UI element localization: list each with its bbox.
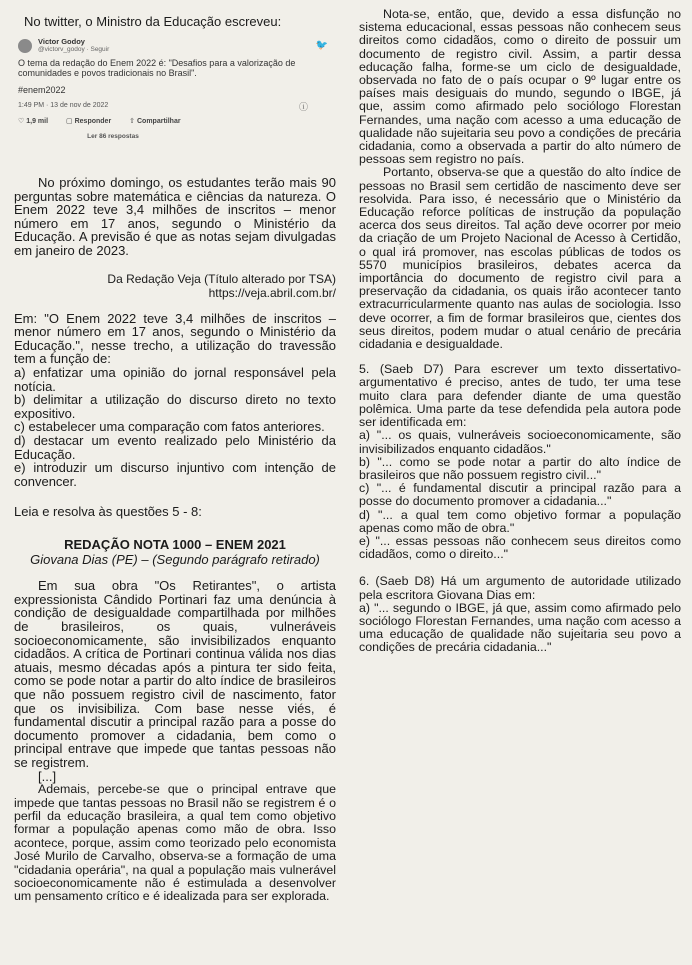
essay-subtitle: Giovana Dias (PE) – (Segundo parágrafo retirado) [30,552,320,568]
heart-icon: ♡ [18,117,25,125]
reply-action: ▢ Responder [66,117,112,125]
news-text: No próximo domingo, os estudantes terão mais 90 perguntas sobre matemática e ciências da natureza. O Enem 2022 teve 3,4 milhões de inscritos – menor número em 17 anos, segundo o Ministério da Educação. A previsão é que as notas sejam divulgadas em janeiro de 2023. [14,175,336,258]
tweet-intro: No twitter, o Ministro da Educação escreveu: [24,14,282,29]
share-action: ⇧ Compartilhar [129,117,181,125]
instruction: Leia e resolva às questões 5 - 8: [14,504,202,520]
tweet-timestamp [18,101,336,112]
tweet-hashtag: #enem2022 [18,85,66,95]
question5-option: d) "... a qual tem como objetivo formar a população apenas como mão de obra." [359,507,681,535]
essay-paragraph-3: Nota-se, então, que, devido a essa disfunção no sistema educacional, essas pessoas não conhecem seus direitos como cidadãos, como o direito de possuir um documento de registro civil. Assim, a partir dessa educação falha, forme-se um ciclo de desigualdade, observada no fato de o país ocupar o 9º lugar entre os países mais desiguais do mundo, segundo o IBGE, já que, assim como afirmado pelo sociólogo Florestan Fernandes, uma nação com acesso a uma educação de qualidade não sujeitaria seu povo a condições de precária cidadania, como a observada a partir do alto número de pessoas sem registro no país. [359,7,681,167]
essay-ellipsis: [...] [38,768,57,784]
tweet-replies: Ler 86 respostas [87,132,139,140]
question5-option: a) "... os quais, vulneráveis socioeconomicamente, são invisibilizados enquanto cidadãos." [359,428,681,456]
question1-option: c) estabelecer uma comparação com fatos anteriores. [14,419,325,435]
question1-option: a) enfatizar uma opinião do jornal responsável pela notícia. [14,364,336,394]
question1-option: e) introduzir um discurso injuntivo com intenção de convencer. [14,460,336,489]
question6-stem: 6. (Saeb D8) Há um argumento de autoridade utilizado pela escritora Giovana Dias em: [359,574,681,602]
tweet-actions [18,117,336,125]
info-icon: ⓘ [298,101,308,112]
news-source: Da Redação Veja (Título alterado por TSA) [107,271,336,286]
tweet-header [18,38,336,53]
comment-icon: ▢ [66,117,73,125]
tweet-embed [18,38,336,140]
right-column [359,8,681,655]
question5-option: c) "... é fundamental discutir a principal razão para a posse do documento promover a cidadania..." [359,481,681,509]
question5-option: b) "... como se pode notar a partir do alto índice de brasileiros que não possuem registro civil..." [359,454,681,482]
tweet-time: 1:49 PM · 13 de nov de 2022 [18,101,109,109]
twitter-bird-icon: 🐦 [315,40,328,51]
question1-option: b) delimitar a utilização do discurso direto no texto expositivo. [14,392,336,421]
news-url: https://veja.abril.com.br/ [208,285,336,300]
question5-option: e) "... essas pessoas não conhecem seus direitos como cidadãos, como o direito..." [359,533,681,562]
tweet-author-name: Victor Godoy [38,37,85,46]
essay-title: REDAÇÃO NOTA 1000 – ENEM 2021 [64,537,286,553]
avatar [18,39,32,53]
share-icon: ⇧ [129,117,136,125]
tweet-author-handle: @victorv_godoy · Seguir [38,46,110,53]
essay-paragraph-2: Ademais, percebe-se que o principal entrave que impede que tantas pessoas no Brasil não se registrem é o perfil da educação brasileira, a qual tem como objetivo formar a população apenas como mão de obra. Isso acontece, porque, assim como teorizado pelo economista José Murilo de Carvalho, observa-se a formação de uma "cidadania operária", na qual a população mais vulnerável socioeconomicamente não é estimulada a desenvolver um pensamento crítico e é idealizada para ser explorada. [14,782,336,904]
question6-option: a) "... segundo o IBGE, já que, assim como afirmado pelo sociólogo Florestan Fernandes, uma nação com acesso a uma educação de qualidade não sujeitaria seu povo a condições de precária cidadania..." [359,600,681,655]
like-action: ♡ 1,9 mil [18,117,49,125]
question1-option: d) destacar um evento realizado pelo Ministério da Educação. [14,432,336,462]
essay-paragraph-1: Em sua obra "Os Retirantes", o artista expressionista Cândido Portinari faz uma denúncia à condição de desigualdade compartilhada por milhões de brasileiros, os quais, vulneráveis socioeconomicamente, são invisibilizados enquanto cidadãos. A crítica de Portinari continua válida nos dias atuais, mesmo décadas após a pintura ter sido feita, como se pode notar a partir do alto índice de brasileiros que não possuem registro civil de nascimento, fator que os invisibiliza. Com base nesse viés, é fundamental discutir a principal razão para a posse do documento promover a cidadania, bem como o principal entrave que impede que tantas pessoas não se registrem. [14,578,336,770]
essay-paragraph-4: Portanto, observa-se que a questão do alto índice de pessoas no Brasil sem certidão de nascimento deve ser resolvida. Para isso, é necessário que o Ministério da Educação reforce políticas de instrução da população acerca dos seus direitos. Tal ação deve ocorrer por meio da criação de um Projeto Nacional de Acesso à Certidão, o qual irá promover, nas escolas públicas de todos os 5570 municípios brasileiros, debates acerca da importância do documento de registro civil para a preservação da cidadania, os quais irão acontecer tanto extracurricularmente quanto nas aulas de sociologia. Isso deve ocorrer, a fim de formar brasileiros que, cientes dos seus direitos, podem mudar o atual cenário de precária cidadania e desigualdade. [359,165,681,352]
question1-stem: Em: "O Enem 2022 teve 3,4 milhões de inscritos – menor número em 17 anos, segundo o Ministério da Educação.", nesse trecho, a utilização do travessão tem a função de: [14,310,336,367]
tweet-text: O tema da redação do Enem 2022 é: "Desafios para a valorização de comunidades e povos tradicionais no Brasil". [18,58,296,78]
left-body [14,176,336,904]
question5-stem: 5. (Saeb D7) Para escrever um texto dissertativo-argumentativo é preciso, antes de tudo, ter uma tese muito clara para defender diante de uma questão polêmica. Uma parte da tese defendida pela autora pode ser identificada em: [359,362,681,430]
